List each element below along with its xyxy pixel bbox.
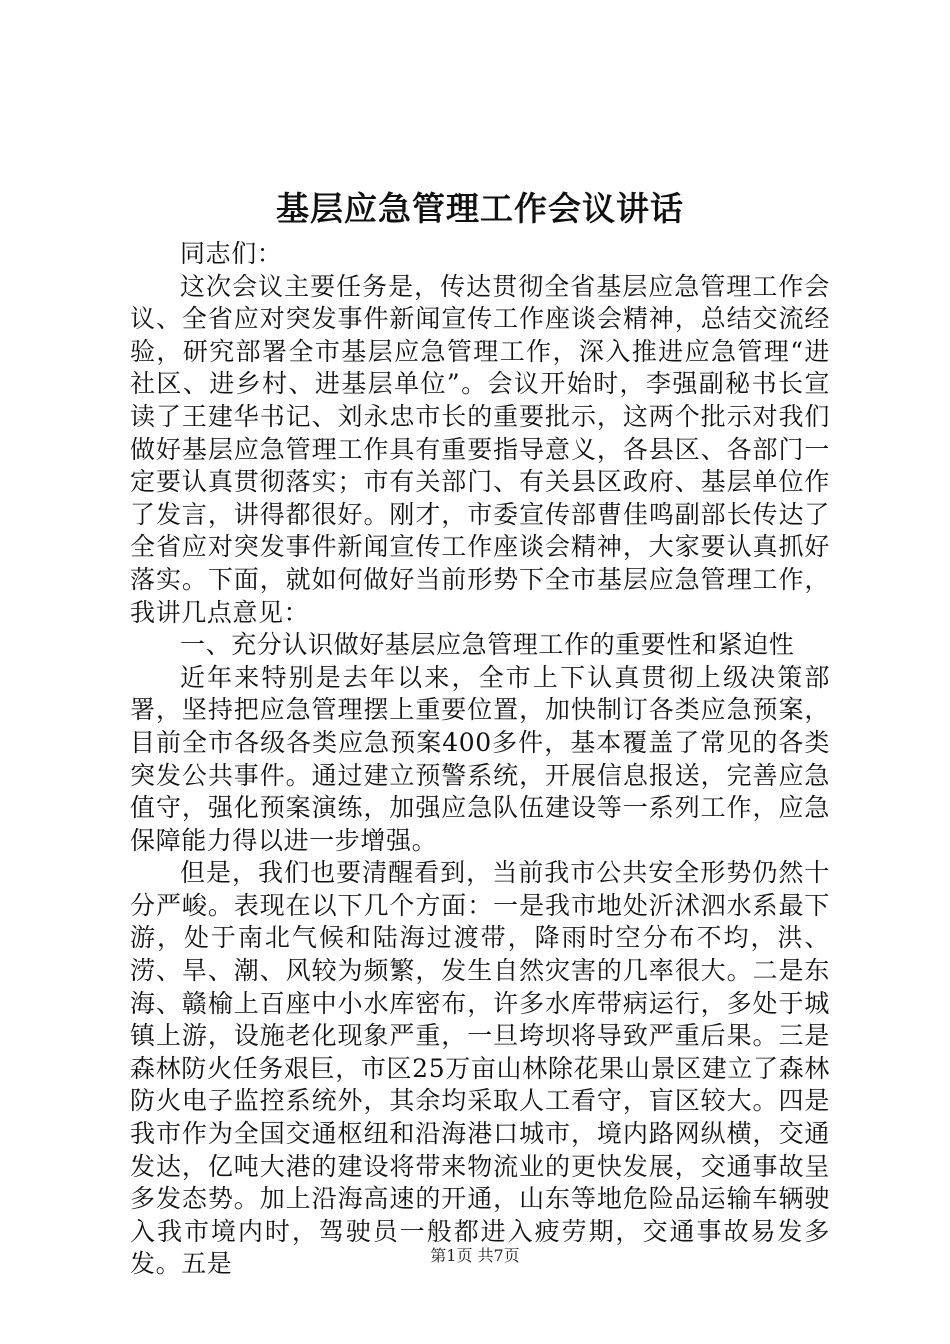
document-body: [130, 238, 830, 1281]
page-number-footer: 第1页 共7页: [430, 1246, 520, 1265]
body-paragraph: 近年来特别是去年以来，全市上下认真贯彻上级决策部署，坚持把应急管理摆上重要位置，加快制订各类应急预案，目前全市各级各类应急预案400多件，基本覆盖了常见的各类突发公共事件。通过建立预警系统，开展信息报送，完善应急值守，强化预案演练，加强应急队伍建设等一系列工作，应急保障能力得以进一步增强。: [130, 662, 830, 855]
body-paragraph: 这次会议主要任务是，传达贯彻全省基层应急管理工作会议、全省应对突发事件新闻宣传工作座谈会精神，总结交流经验，研究部署全市基层应急管理工作，深入推进应急管理“进社区、进乡村、进基层单位”。会议开始时，李强副秘书长宣读了王建华书记、刘永忠市长的重要批示，这两个批示对我们做好基层应急管理工作具有重要指导意义，各县区、各部门一定要认真贯彻落实；市有关部门、有关县区政府、基层单位作了发言，讲得都很好。刚才，市委宣传部曹佳鸣副部长传达了全省应对突发事件新闻宣传工作座谈会精神，大家要认真抓好落实。下面，就如何做好当前形势下全市基层应急管理工作，我讲几点意见：: [130, 271, 830, 627]
document-title: 基层应急管理工作会议讲话: [276, 189, 684, 228]
body-paragraph: 但是，我们也要清醒看到，当前我市公共安全形势仍然十分严峻。表现在以下几个方面：一是我市地处沂沭泗水系最下游，处于南北气候和陆海过渡带，降雨时空分布不均，洪、涝、旱、潮、风较为频繁，发生自然灾害的几率很大。二是东海、赣榆上百座中小水库密布，许多水库带病运行，多处于城镇上游，设施老化现象严重，一旦垮坝将导致严重后果。三是森林防火任务艰巨，市区25万亩山林除花果山景区建立了森林防火电子监控系统外，其余均采取人工看守，盲区较大。四是我市作为全国交通枢纽和沿海港口城市，境内路网纵横，交通发达，亿吨大港的建设将带来物流业的更快发展，交通事故呈多发态势。加上沿海高速的开通，山东等地危险品运输车辆驶入我市境内时，驾驶员一般都进入疲劳期，交通事故易发多发。五是: [130, 858, 830, 1279]
document-page: [130, 180, 830, 1281]
salutation: 同志们：: [180, 239, 283, 268]
section-heading: 一、充分认识做好基层应急管理工作的重要性和紧迫性: [180, 630, 795, 660]
